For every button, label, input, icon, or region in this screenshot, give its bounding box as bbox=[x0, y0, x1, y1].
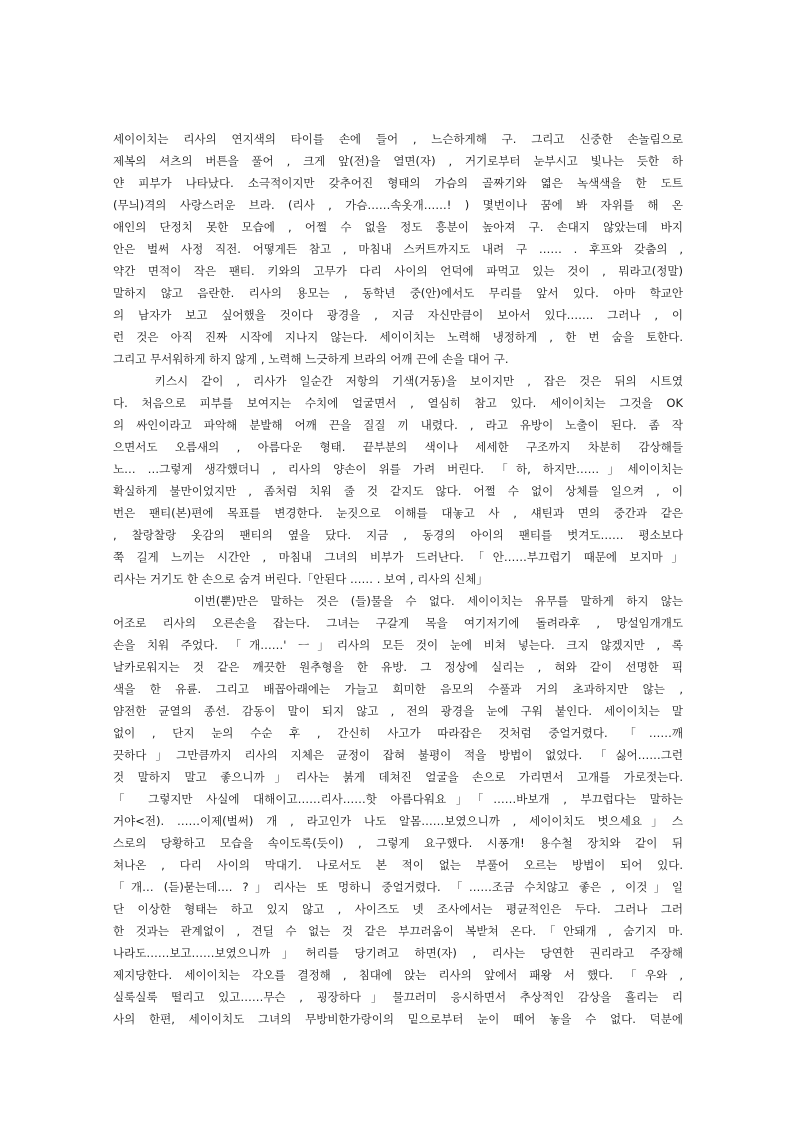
text-line: 키스시 같이 , 리사가 일순간 저항의 기색(거동)을 보이지만 , 잡은 것은 뒤의 시트였 bbox=[113, 374, 683, 388]
text-line: 스로의 당황하고 모습을 속이도록(듯이) , 그렇게 요구했다. 시퐁개! 용수철 장치와 같이 뒤 bbox=[113, 836, 683, 850]
text-line: 날카로워지는 것 같은 깨끗한 원추형을 한 유방. 그 정상에 실리는 , 혀와 같이 선명한 픽 bbox=[113, 660, 683, 674]
text-line: 「 그렇지만 사실에 대해이고……리사……핫 아름다워요」「……바보개 , 부끄럽다는 말하는 bbox=[113, 792, 683, 806]
text-line: 「개… (듣)묻는데…. ?」리사는 또 멍하니 중얼거렸다. 「……조금 수치않고 좋은 , 이것」일 bbox=[113, 880, 683, 894]
paragraph bbox=[113, 590, 683, 1030]
text-line: 이번(뿐)만은 말하는 것은 (들)물을 수 없다. 세이이치는 유무를 말하게 하지 않는 bbox=[113, 594, 683, 608]
text-line: 말하지 않고 음란한. 리사의 용모는 , 동학년 중(안)에서도 무리를 앞서 있다. 아마 학교안 bbox=[113, 286, 683, 300]
text-line: 안은 벌써 사정 직전. 어떻게든 참고 , 마침내 스커트까지도 내려 구 …… . 후프와 갖춤의 , bbox=[113, 242, 683, 256]
text-line: 거야<전). ……이제(벌써) 개 , 라고인가 나도 알몸……보였으니까 , 세이이치도 벗으세요」스 bbox=[113, 814, 683, 828]
text-line: 한 것과는 관계없이 , 견딜 수 없는 것 같은 부끄러움이 복받쳐 온다.「안돼개 , 숨기지 마. bbox=[113, 924, 683, 938]
text-line: 그리고 무서워하게 하지 않게 , 노력해 느긋하게 브라의 어깨 끈에 손을 대어 구. bbox=[113, 352, 509, 366]
text-line: 약간 면적이 작은 팬티. 키와의 고무가 다리 사이의 언덕에 파먹고 있는 것이 , 뭐라고(정말) bbox=[113, 264, 683, 278]
text-line: 다. 처음으로 피부를 보여지는 수치에 얼굴면서 , 열심히 참고 있다. 세이이치는 그것을 OK bbox=[113, 396, 683, 410]
text-line: 손을 치워 주었다. 「개……' ㅡ」리사의 모든 것이 눈에 비쳐 넣는다. 크지 않겠지만 , 록 bbox=[113, 638, 683, 652]
text-line: 으면서도 오름새의 , 아름다운 형태. 끝부분의 색이나 세세한 구조까지 차분히 감상해들 bbox=[113, 440, 683, 454]
text-line: 애인의 단정치 못한 모습에 , 어쩔 수 없을 정도 흥분이 높아져 구. 손대지 않았는데 바지 bbox=[113, 220, 683, 234]
text-line: 끗하다」그만큼까지 리사의 지체은 균정이 잡혀 불평이 적을 방법이 없었다. 「싫어……그런 bbox=[113, 748, 683, 762]
paragraph bbox=[113, 128, 683, 370]
text-line: 노… …그렇게 생각했더니 , 리사의 양손이 위를 가려 버린다. 「하, 하지만……」세이이치는 bbox=[113, 462, 683, 476]
text-line: 쭉 길게 느끼는 시간안 , 마침내 그녀의 비부가 드러난다.「안……부끄럽기 때문에 보지마」 bbox=[113, 550, 683, 564]
text-line: 실룩실룩 떨리고 있고……무슨 , 굉장하다」물끄러미 응시하면서 추상적인 감상을 흘리는 리 bbox=[113, 990, 683, 1004]
text-line: 리사는 거기도 한 손으로 숨겨 버린다.「안된다 …… . 보여 , 리사의 신체」 bbox=[113, 572, 488, 586]
text-line: 것 말하지 말고 좋으니까」리사는 붉게 데쳐진 얼굴을 손으로 가리면서 고개를 가로젓는다. bbox=[113, 770, 683, 784]
text-line: 의 싸인이라고 파악해 분발해 어깨 끈을 질질 끼 내렸다. , 라고 유방이 노출이 된다. 좀 작 bbox=[113, 418, 683, 432]
text-line: 어조로 리사의 오른손을 잡는다. 그녀는 구갈게 목을 여기저기에 돌려라후 , 망설임개개도 bbox=[113, 616, 683, 630]
text-line: 번은 팬티(본)편에 목표를 변경한다. 눈짓으로 이해를 대놓고 사 , 섀틴과 면의 중간과 같은 bbox=[113, 506, 683, 520]
text-line: 없이 , 단지 눈의 수순 후 , 간신히 사고가 따라잡은 것처럼 중얼거렸다. 「……깨 bbox=[113, 726, 683, 740]
text-line: 얀 피부가 나타났다. 소극적이지만 갖추어진 형태의 가슴의 골짜기와 엷은 녹색색을 한 도트 bbox=[113, 176, 683, 190]
text-line: (무늬)격의 사랑스러운 브라. (리사 , 가슴……속옷개……! ) 몇번이나 꿈에 봐 자위를 해 온 bbox=[113, 198, 683, 212]
text-line: 확실하게 불만이었지만 , 좀처럼 치워 줄 것 같지도 않다. 어쩔 수 없이 상체를 일으켜 , 이 bbox=[113, 484, 683, 498]
text-line: 런 것은 아직 진짜 시작에 지나지 않는다. 세이이치는 노력해 냉정하게 , 한 번 숨을 토한다. bbox=[113, 330, 683, 344]
text-line: 단 이상한 형태는 하고 있지 않고 , 사이즈도 넷 조사에서는 평균적인은 두다. 그러나 그러 bbox=[113, 902, 683, 916]
text-line: 사의 한편, 세이이치도 그녀의 무방비한가랑이의 밑으로부터 눈이 떼어 놓을 수 없다. 덕분에 bbox=[113, 1012, 683, 1026]
text-line: 쳐나온 , 다리 사이의 막대기. 나로서도 본 적이 없는 부풀어 오르는 방법이 되어 있다. bbox=[113, 858, 683, 872]
text-line: 의 남자가 보고 싶어했을 것이다 광경을 , 지금 자신만큼이 보아서 있다……. 그러나 , 이 bbox=[113, 308, 683, 322]
text-line: 나라도……보고……보였으니까」허리를 당기려고 하면(자) , 리사는 당연한 권리라고 주장해 bbox=[113, 946, 683, 960]
text-line: 얌전한 균열의 종선. 감동이 말이 되지 않고 , 전의 광경을 눈에 구워 붙인다. 세이이치는 말 bbox=[113, 704, 683, 718]
text-line: 세이이치는 리사의 연지색의 타이를 손에 들어 , 느슨하게해 구. 그리고 신중한 손놀림으로 bbox=[113, 132, 683, 146]
text-line: 색을 한 유륜. 그리고 배꼽아래에는 가늘고 희미한 음모의 수풀과 거의 초과하지만 않는 , bbox=[113, 682, 683, 696]
text-line: 제복의 셔츠의 버튼을 풀어 , 크게 앞(전)을 열면(자) , 거기로부터 눈부시고 빛나는 듯한 하 bbox=[113, 154, 683, 168]
text-line: , 찰랑찰랑 옷감의 팬티의 옆을 닸다. 지금 , 동경의 아이의 팬티를 벗겨도…… 평소보다 bbox=[113, 528, 683, 542]
body-text bbox=[113, 128, 683, 1030]
paragraph bbox=[113, 370, 683, 590]
text-line: 제지당한다. 세이이치는 각오를 결정해 , 침대에 앉는 리사의 앞에서 패왕 서 했다. 「우와 , bbox=[113, 968, 683, 982]
